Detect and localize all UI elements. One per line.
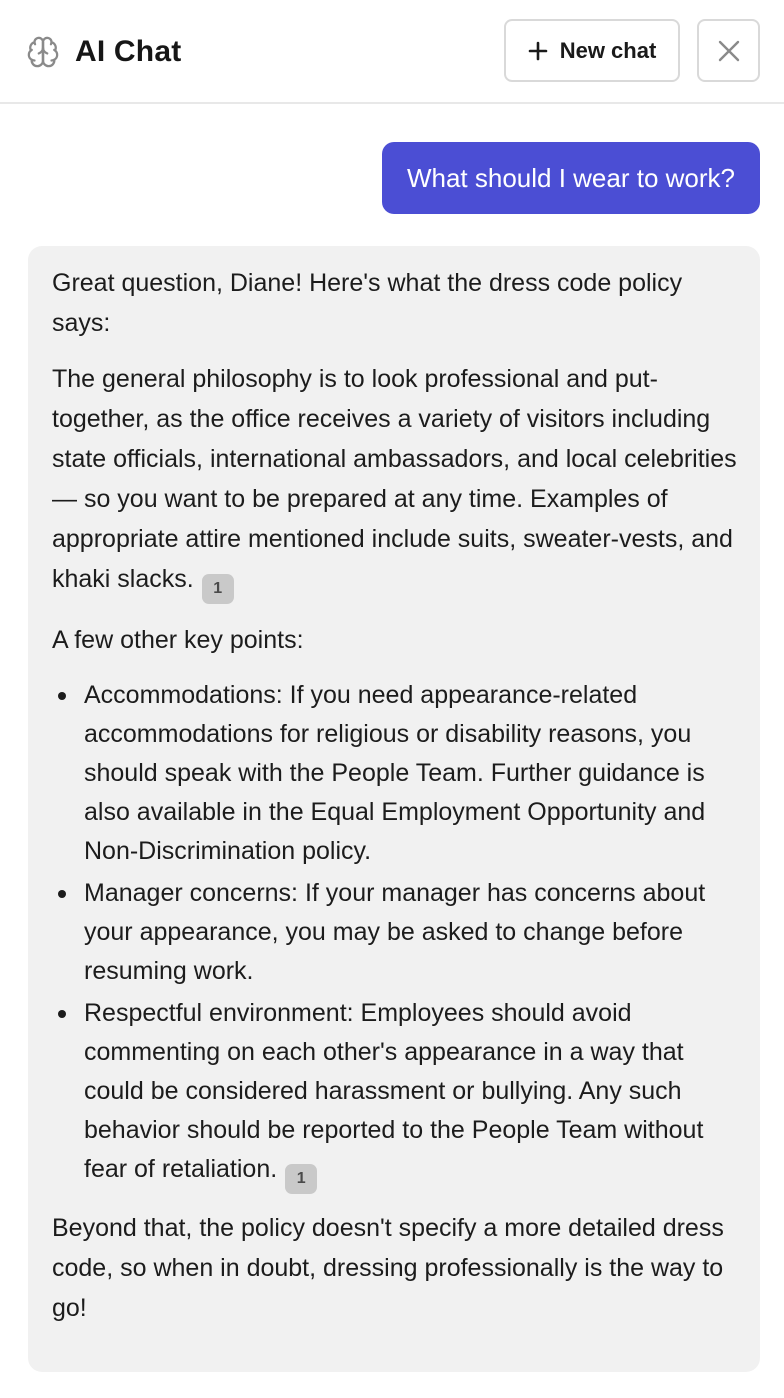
assistant-closing: Beyond that, the policy doesn't specify a more detailed dress code, so when in doubt, dressing professionally is the way to go! (52, 1214, 724, 1322)
user-message-text: What should I wear to work? (406, 162, 735, 193)
new-chat-label: New chat (559, 37, 657, 63)
assistant-intro: Great question, Diane! Here's what the dress code policy says: (52, 269, 683, 337)
new-chat-button[interactable] (504, 19, 680, 82)
assistant-message (28, 246, 760, 1372)
brain-icon (26, 35, 60, 69)
list-item (52, 676, 740, 871)
page-title: AI Chat (75, 35, 182, 68)
plus-icon (528, 41, 548, 61)
brand (26, 32, 181, 72)
list-item-text: Accommodations: If you need appearance-related accommodations for religious or disability reasons, you should speak with the People Team. Further guidance is also available in the Equal Employment Opportunity and Non-Discrimination policy. (84, 681, 706, 865)
key-points-list (52, 676, 740, 1194)
list-item-text: Manager concerns: If your manager has concerns about your appearance, you may be asked to change before resuming work. (84, 879, 706, 985)
citation-badge[interactable]: 1 (285, 1164, 317, 1194)
close-button[interactable] (697, 19, 760, 82)
list-item-text: Respectful environment: Employees should avoid commenting on each other's appearance in a way that could be considered harassment or bullying. Any such behavior should be reported to the People Team without fear of retaliation. (84, 999, 704, 1183)
close-icon (718, 40, 740, 62)
chat-header (0, 0, 784, 104)
assistant-philosophy-paragraph (52, 359, 740, 604)
list-item (52, 994, 740, 1194)
citation-badge[interactable]: 1 (202, 574, 234, 604)
assistant-philosophy-text: The general philosophy is to look professional and put-together, as the office receives a variety of visitors including state officials, international ambassadors, and local celebrities — so you want to be prepared at any time. Examples of appropriate attire mentioned include suits, sweater-vests, and khaki slacks. (52, 365, 737, 593)
list-item (52, 874, 740, 991)
user-message (382, 142, 760, 214)
key-points-heading: A few other key points: (52, 626, 304, 654)
